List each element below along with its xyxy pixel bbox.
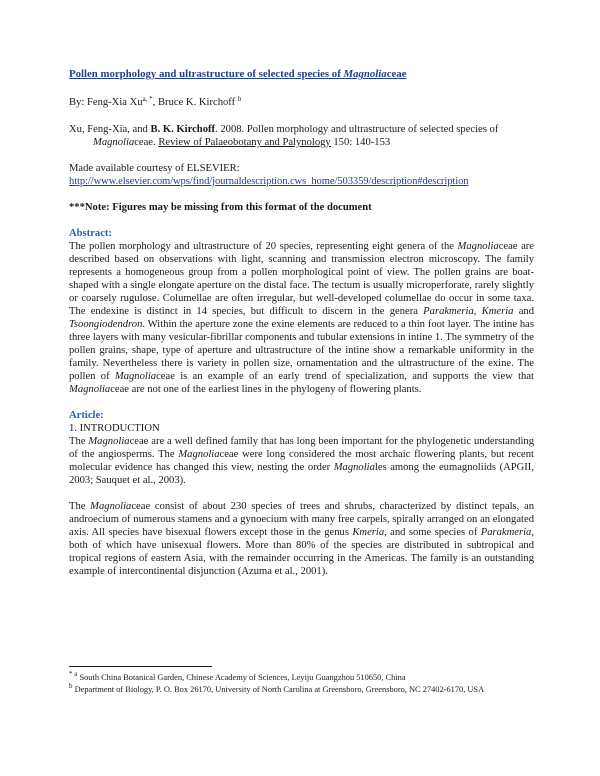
courtesy-text: Made available courtesy of ELSEVIER: — [69, 163, 240, 174]
courtesy-block — [69, 162, 534, 188]
paper-title[interactable]: Pollen morphology and ultrastructure of selected species of Magnoliaceae — [69, 68, 407, 80]
article-heading: Article: — [69, 410, 104, 421]
abstract-heading: Abstract: — [69, 228, 112, 239]
footnote-b: $^b$ Department of Biology, P. O. Box 26170, University of North Carolina at Greensboro, Greensboro, NC 27402-6170, USA — [69, 681, 485, 694]
elsevier-link[interactable]: http://www.elsevier.com/wps/find/journaldescription.cws_home/503359/description#description — [69, 176, 469, 187]
footnote-divider — [69, 666, 212, 667]
document-page — [69, 68, 534, 578]
footnotes — [69, 672, 509, 695]
author-xu: Feng-Xia Xu — [86, 97, 143, 108]
abstract-text: The pollen morphology and ultrastructure of 20 species, representing eight genera of the Magnoliaceae are described based on observations with light, scanning and transmission electron microscopy. The family represents a homogeneous group from a pollen morphological point of view. The pollen grains are boat-shaped with a single elongate aperture on the distal face. The tectum is usually microperforate, rarely slightly or coarsely rugulose. Columellae are often irregular, but well-developed columellae do occur in some taxa. The endexine is distinct in 14 species, but difficult to discern in the genera Parakmeria, Kmeria and Tsoongiodendron. Within the aperture zone the exine elements are reduced to a thin foot layer. The intine has three layers with many vesicular-fibrillar components and tubular extensions in intine 1. The symmetry of the pollen grains, shape, type of aperture and ultrastructure of the intine show a remarkable uniformity in the family. Nevertheless there is variety in pollen size, ornamentation and the ultrastructure of the exine. The pollen of Magnoliaceae is an example of an early trend of specialization, and supports the view that Magnoliaceae are not one of the earliest lines in the phylogeny of flowering plants. — [69, 241, 535, 395]
intro-paragraph-1: The Magnoliaceae are a well defined family that has long been important for the phylogenetic understanding of the angiosperms. The Magnoliaceae were long considered the most archaic flowering plants, but recent molecular evidence has changed this view, nesting the order Magnoliales among the eumagnoliids (APGII, 2003; Sauquet et al., 2003). — [69, 436, 534, 486]
footnote-a: $^{* a}$ South China Botanical Garden, Chinese Academy of Sciences, Leyiju Guangzhou 510650, China — [69, 670, 406, 682]
author-line: By: Feng-Xia $Xu^{a, *}$, Bruce K. Kirchoff $^b$ — [69, 95, 242, 108]
figures-note: ***Note: Figures may be missing from this format of the document — [69, 202, 372, 213]
author-kirchoff: Bruce K. Kirchoff — [157, 97, 236, 108]
citation: Xu, Feng-Xia, and B. K. Kirchoff. 2008. Pollen morphology and ultrastructure of selected species of Magnoliaceae. Review of Palaeobotany and Palynology 150: 140-153 — [69, 124, 499, 148]
journal-link[interactable]: Review of Palaeobotany and Palynology — [158, 137, 331, 148]
intro-paragraph-2: The Magnoliaceae consist of about 230 species of trees and shrubs, characterized by distinct tepals, an androecium of numerous stamens and a gynoecium with many free carpels, spirally arranged on an elongated axis. All species have bisexual flowers except those in the genus Kmeria, and some species of Parakmeria, both of which have unisexual flowers. More than 80% of the species are distributed in subtropical and tropical regions of eastern Asia, with the remainder occurring in the Americas. The family is an outstanding example of intercontinental disjunction (Azuma et al., 2001). — [69, 501, 534, 577]
section-heading-introduction: 1. INTRODUCTION — [69, 423, 160, 434]
